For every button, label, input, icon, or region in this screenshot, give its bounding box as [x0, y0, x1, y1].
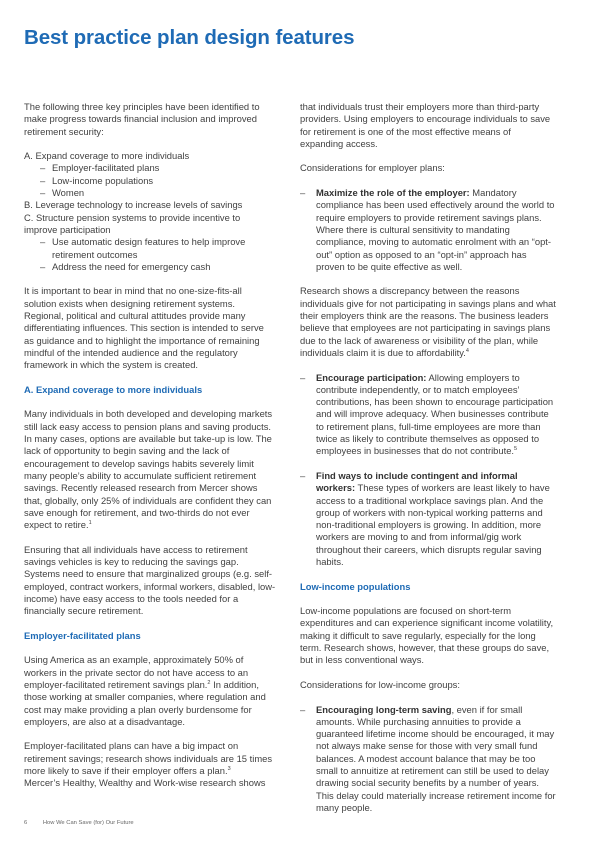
outline-subitem: – Employer-facilitated plans [40, 162, 160, 174]
continued-paragraph: that individuals trust their employers more than third-party providers. Using employers to encourage individuals to save for retirement is one of the most effective means of expanding access. [300, 101, 551, 149]
america-paragraph: Using America as an example, approximately 50% of workers in the private sector do not have access to an employer-facilitated retirement savings plan.$^2$ In addition, those working at smaller companies, where regulation and cost may make providing a plan overly burdensome for employers, are also at a disadvantage. [24, 654, 266, 727]
left-column [24, 101, 276, 790]
bullet-long-term-saving: – Encouraging long-term saving, even if for small amounts. While purchasing annuities to provide a guaranteed lifetime income should be encouraged, it may not always make sense for those with very small fund balances. A modest account balance that may be too small to annuitize at retirement can still be used to delay drawing social security benefits by a number of years. This delay could materially increase retirement income for many people. [300, 703, 556, 813]
impact-paragraph: Employer-facilitated plans can have a big impact on retirement savings; research shows individuals are 15 times more likely to save if their employer offers a plan.$^3$ Mercer’s Healthy, Wealthy and Work-wise research shows [24, 740, 273, 789]
footnote-ref: 5 [514, 446, 518, 453]
subheading-employer-plans: Employer-facilitated plans [24, 629, 141, 641]
bullet-contingent-workers: – Find ways to include contingent and informal workers: These types of workers are least likely to have access to a traditional workplace savings plan. And the group of workers with non-typical working patterns and non-traditional employers is growing. In addition, more workers are moving to and from informal/gig work throughout their careers, which disrupts regular saving habits. [300, 469, 550, 567]
access-paragraph: Many individuals in both developed and developing markets still lack easy access to pension plans and saving products. In many cases, options are available but take-up is low. The lack of opportunity to begin saving and the lack of encouragement to develop savings habits severely limit many people’s ability to accumulate sufficient retirement savings. Recently released research from Mercer shows that, globally, only 25% of individuals are confident they can save enough for retirement, and two-thirds do not ever expect to retire.$^1$ [24, 408, 273, 531]
footnote-ref: 3 [227, 766, 231, 773]
outline-item-c: C. Structure pension systems to provide incentive to improve participation [24, 211, 241, 235]
outline-subitem: – Address the need for emergency cash [40, 260, 211, 272]
page-number: 6 [24, 820, 28, 826]
bullet-encourage-participation: – Encourage participation: Allowing employers to contribute independently, or to match employees’ contributions, has been shown to encourage participation and will improve adequacy. When businesses contribute to retirement plans, full-time employees are more than twice as likely to contribute themselves as opposed to employees in businesses that do not contribute.$^5$ [300, 371, 554, 457]
research-paragraph: Research shows a discrepancy between the reasons individuals give for not participating in savings plans and what their employers think are the reasons. The business leaders believe that employees are not participating in savings plans due to the lack of awareness or visibility of the plan, while individuals claim it is due to affordability.$^4$ [300, 285, 556, 358]
context-paragraph: It is important to bear in mind that no one-size-fits-all solution exists when designing retirement systems. Regional, political and cultural attitudes provide many differentiating influences. This section is intended to serve as guidance and to highlight the importance of remaining mindful of the intended audience and the regulatory framework in which the system is created. [24, 285, 264, 371]
intro-paragraph: The following three key principles have been identified to make progress towards financial inclusion and improved retirement security: [24, 101, 260, 137]
outline-subitem: – Low-income populations [40, 174, 154, 186]
bullet-maximize-role: – Maximize the role of the employer: Mandatory compliance has been used effectively around the world to require employers to provide retirement savings plans. Where there is cultural sensitivity to mandating compliance, moving to automatic enrolment with an “opt-out” option as opposed to an “opt-in” approach has proven to be quite effective as well. [300, 187, 555, 272]
section-heading-a: A. Expand coverage to more individuals [24, 383, 203, 395]
considerations-employer: Considerations for employer plans: [300, 162, 445, 174]
low-income-paragraph: Low-income populations are focused on short-term expenditures and can experience significant income volatility, making it difficult to save regularly, especially for the long term. Research shows, however, that these groups do save, but in less conventional ways. [300, 605, 554, 666]
footnote-ref: 1 [88, 520, 92, 527]
page-title: Best practice plan design features [24, 26, 355, 49]
footer-title: How We Can Save (for) Our Future [42, 820, 134, 826]
right-column [300, 101, 556, 814]
outline-subitem: – Use automatic design features to help improve retirement outcomes [40, 236, 246, 260]
outline-subitem: – Women [40, 187, 85, 199]
footnote-ref: 4 [465, 347, 469, 354]
footnote-ref: 2 [207, 679, 211, 686]
considerations-low-income: Considerations for low-income groups: [300, 678, 460, 690]
subheading-low-income: Low-income populations [300, 580, 411, 592]
inclusion-paragraph: Ensuring that all individuals have access to retirement savings vehicles is key to reducing the savings gap. Systems need to ensure that marginalized groups (e.g. self-employed, contract workers, informal workers, disabled, low-income) have easy access to the tools needed for a financially secure retirement. [24, 543, 276, 617]
page-footer [24, 820, 134, 826]
outline-item-b: B. Leverage technology to increase levels of savings [24, 199, 243, 211]
outline-item-a: A. Expand coverage to more individuals [24, 150, 190, 162]
